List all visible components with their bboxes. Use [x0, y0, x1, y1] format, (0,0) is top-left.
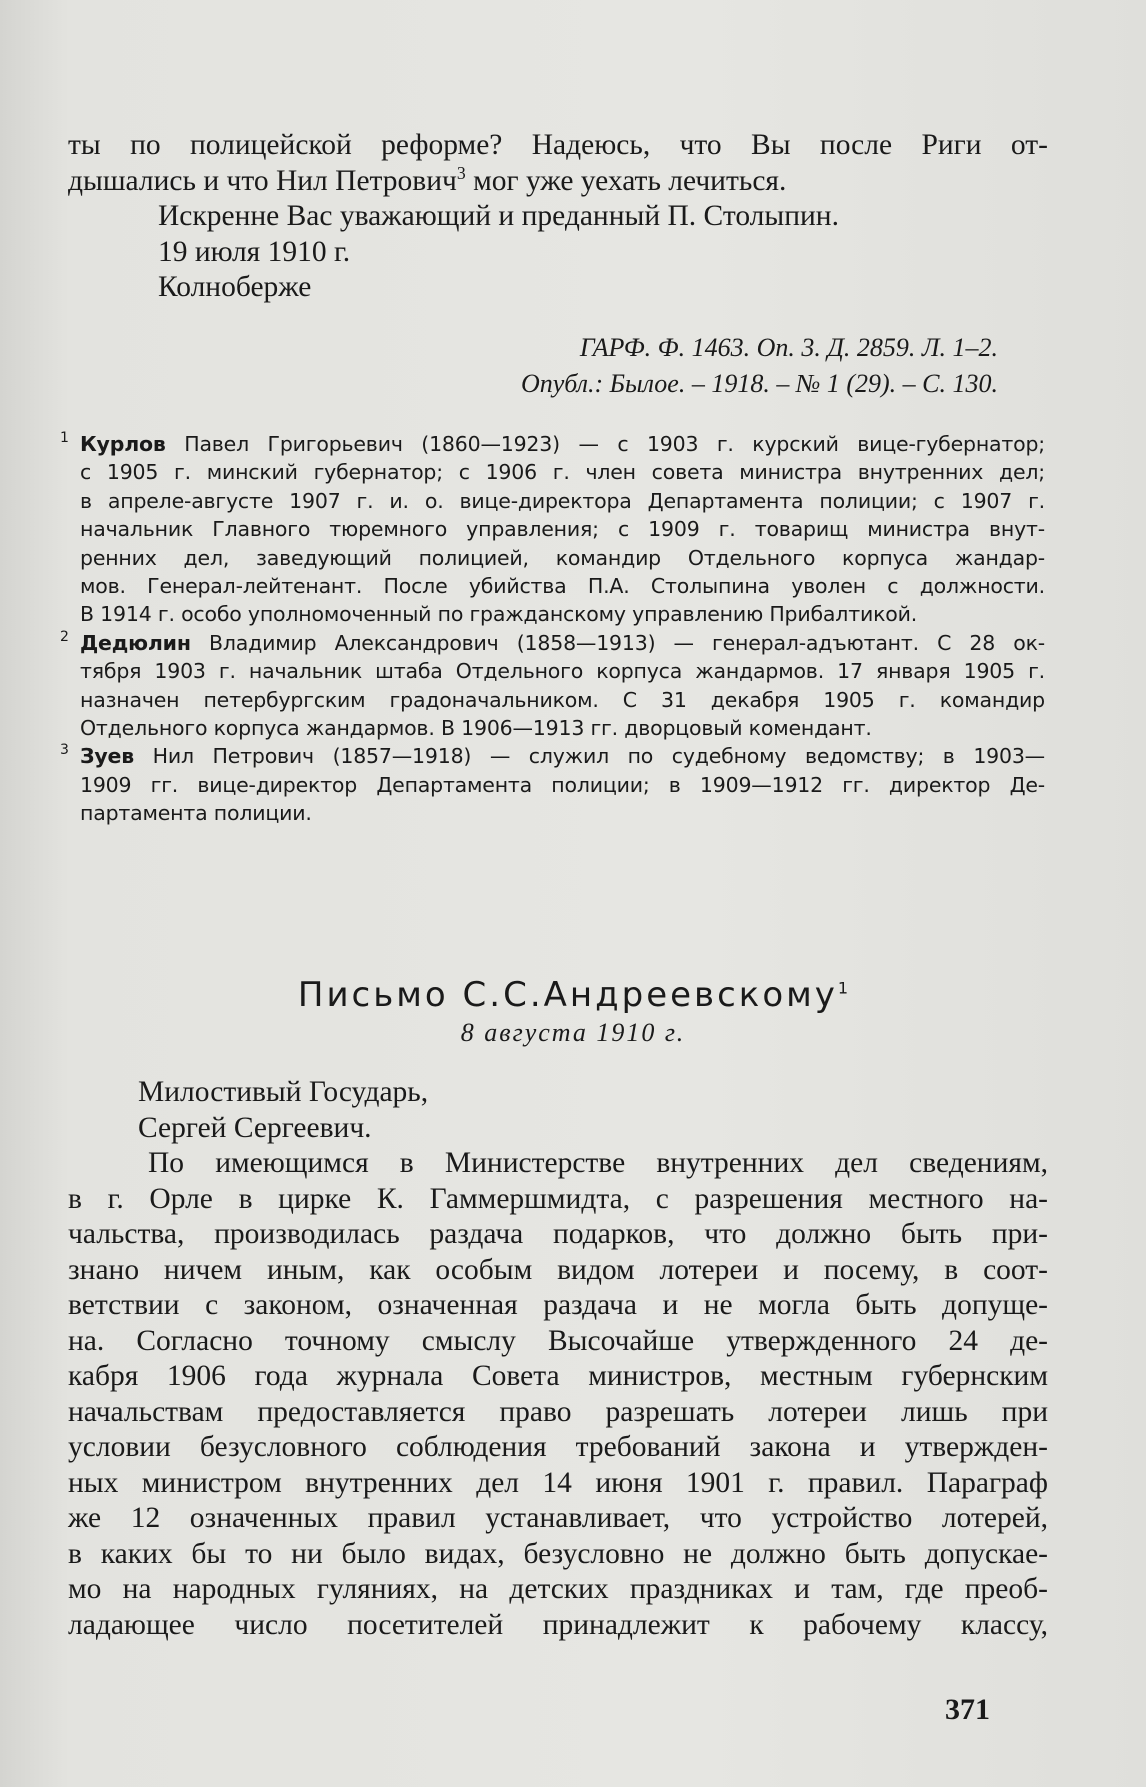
footnote-line: ренних дел, заведующий полицией, командир Отдельного корпуса жандар-	[80, 545, 1045, 570]
publication-ref: Опубл.: Былое. – 1918. – № 1 (29). – С. 130.	[520, 369, 998, 398]
letter-ending	[68, 128, 1048, 306]
text-line: ты по полицейской реформе? Надеюсь, что Вы после Риги от-	[68, 129, 1048, 161]
text-line: начальствам предоставляется право разрешать лотереи лишь при	[68, 1395, 1048, 1428]
footnote-line: В 1914 г. особо уполномоченный по гражданскому управлению Прибалтикой.	[80, 602, 918, 627]
footnote-name: Курлов	[80, 432, 166, 456]
heading-date: 8 августа 1910 г.	[460, 1018, 686, 1047]
heading-title: Письмо С.С.Андреевскому	[297, 975, 838, 1015]
footnote-line: 1909 гг. вице-директор Департамента полиции; в 1909—1912 гг. директор Де-	[80, 772, 1045, 797]
footnote-ref: 3	[456, 162, 466, 183]
text-line: на. Согласно точному смыслу Высочайше утвержденного 24 де-	[68, 1324, 1048, 1357]
footnote-text: Нил Петрович (1857—1918) — служил по судебному ведомству; в 1903—	[134, 744, 1045, 769]
footnote-line: назначен петербургским градоначальником. С 31 декабря 1905 г. командир	[80, 687, 1045, 712]
text-line: же 12 означенных правил устанавливает, что устройство лотерей,	[68, 1502, 1048, 1534]
archive-references	[68, 330, 1048, 402]
text-line: в г. Орле в цирке К. Гаммершмидта, с разрешения местного на-	[68, 1182, 1048, 1215]
text-line: в каких бы то ни было видах, безусловно не должно быть допускае-	[68, 1537, 1048, 1570]
salutation-line: Милостивый Государь,	[138, 1076, 429, 1108]
footnote-marker: 1	[60, 430, 69, 446]
text-line: ветствии с законом, означенная раздача и не могла быть допуще-	[68, 1289, 1048, 1321]
text-line: кабря 1906 года журнала Совета министров, местным губернским	[68, 1360, 1048, 1392]
letter-place: Колноберже	[158, 271, 312, 303]
footnote-marker: 3	[60, 742, 69, 759]
footnote-line	[60, 629, 1045, 657]
footnote	[60, 742, 1045, 827]
footnote-line: начальник Главного тюремного управления; с 1909 г. товарищ министра внут-	[80, 517, 1045, 542]
footnote-line	[60, 430, 1045, 458]
footnote-line: в апреле-августе 1907 г. и. о. вице-директора Департамента полиции; с 1907 г.	[80, 488, 1045, 513]
text-line: мо на народных гуляниях, на детских праздниках и там, где преоб-	[68, 1573, 1048, 1605]
footnote-line: партамента полиции.	[80, 801, 312, 826]
footnote-line: мов. Генерал-лейтенант. После убийства П.А. Столыпина уволен с должности.	[80, 574, 1045, 599]
footnote-name: Зуев	[80, 744, 135, 769]
footnote-name: Дедюлин	[80, 630, 191, 655]
text-fragment: дышались и что Нил Петрович	[68, 164, 457, 197]
footnote-line: с 1905 г. минский губернатор; с 1906 г. член совета министра внутренних дел;	[80, 460, 1045, 485]
page-number: 371	[945, 1693, 990, 1726]
text-fragment: мог уже уехать лечиться.	[465, 164, 787, 197]
text-line: условии безусловного соблюдения требований закона и утвержден-	[68, 1431, 1048, 1463]
text-line: ных министром внутренних дел 14 июня 1901 г. правил. Параграф	[68, 1466, 1048, 1499]
text-line: знано ничем иным, как особым видом лотереи и посему, в соот-	[68, 1253, 1048, 1286]
closing-line: Искренне Вас уважающий и преданный П. Столыпин.	[158, 200, 839, 232]
letter-heading	[0, 975, 1146, 1015]
text-line: чальства, производилась раздача подарков, что должно быть при-	[68, 1218, 1048, 1250]
salutation-line: Сергей Сергеевич.	[138, 1111, 372, 1144]
text-line	[68, 164, 1048, 200]
footnote-marker: 2	[60, 628, 69, 645]
footnote-text: Владимир Александрович (1858—1913) — генерал-адъютант. С 28 ок-	[190, 630, 1045, 655]
archive-source: ГАРФ. Ф. 1463. Оп. 3. Д. 2859. Л. 1–2.	[579, 333, 998, 362]
footnote	[60, 629, 1045, 743]
text-line: ладающее число посетителей принадлежит к рабочему классу,	[68, 1608, 1048, 1641]
footnote-text: Павел Григорьевич (1860—1923) — с 1903 г. курский вице-губернатор;	[165, 432, 1045, 456]
footnotes	[60, 430, 1045, 828]
footnote-line: тября 1903 г. начальник штаба Отдельного корпуса жандармов. 17 января 1905 г.	[80, 659, 1045, 684]
text-line: По имеющимся в Министерстве внутренних дел сведениям,	[148, 1147, 1048, 1179]
letter-date: 19 июля 1910 г.	[158, 235, 351, 268]
footnote-line: Отдельного корпуса жандармов. В 1906—1913 гг. дворцовый комендант.	[80, 716, 872, 741]
footnote-line	[60, 742, 1045, 770]
letter-body	[68, 1075, 1048, 1643]
footnote	[60, 430, 1045, 629]
footnote-ref: 1	[837, 978, 849, 998]
